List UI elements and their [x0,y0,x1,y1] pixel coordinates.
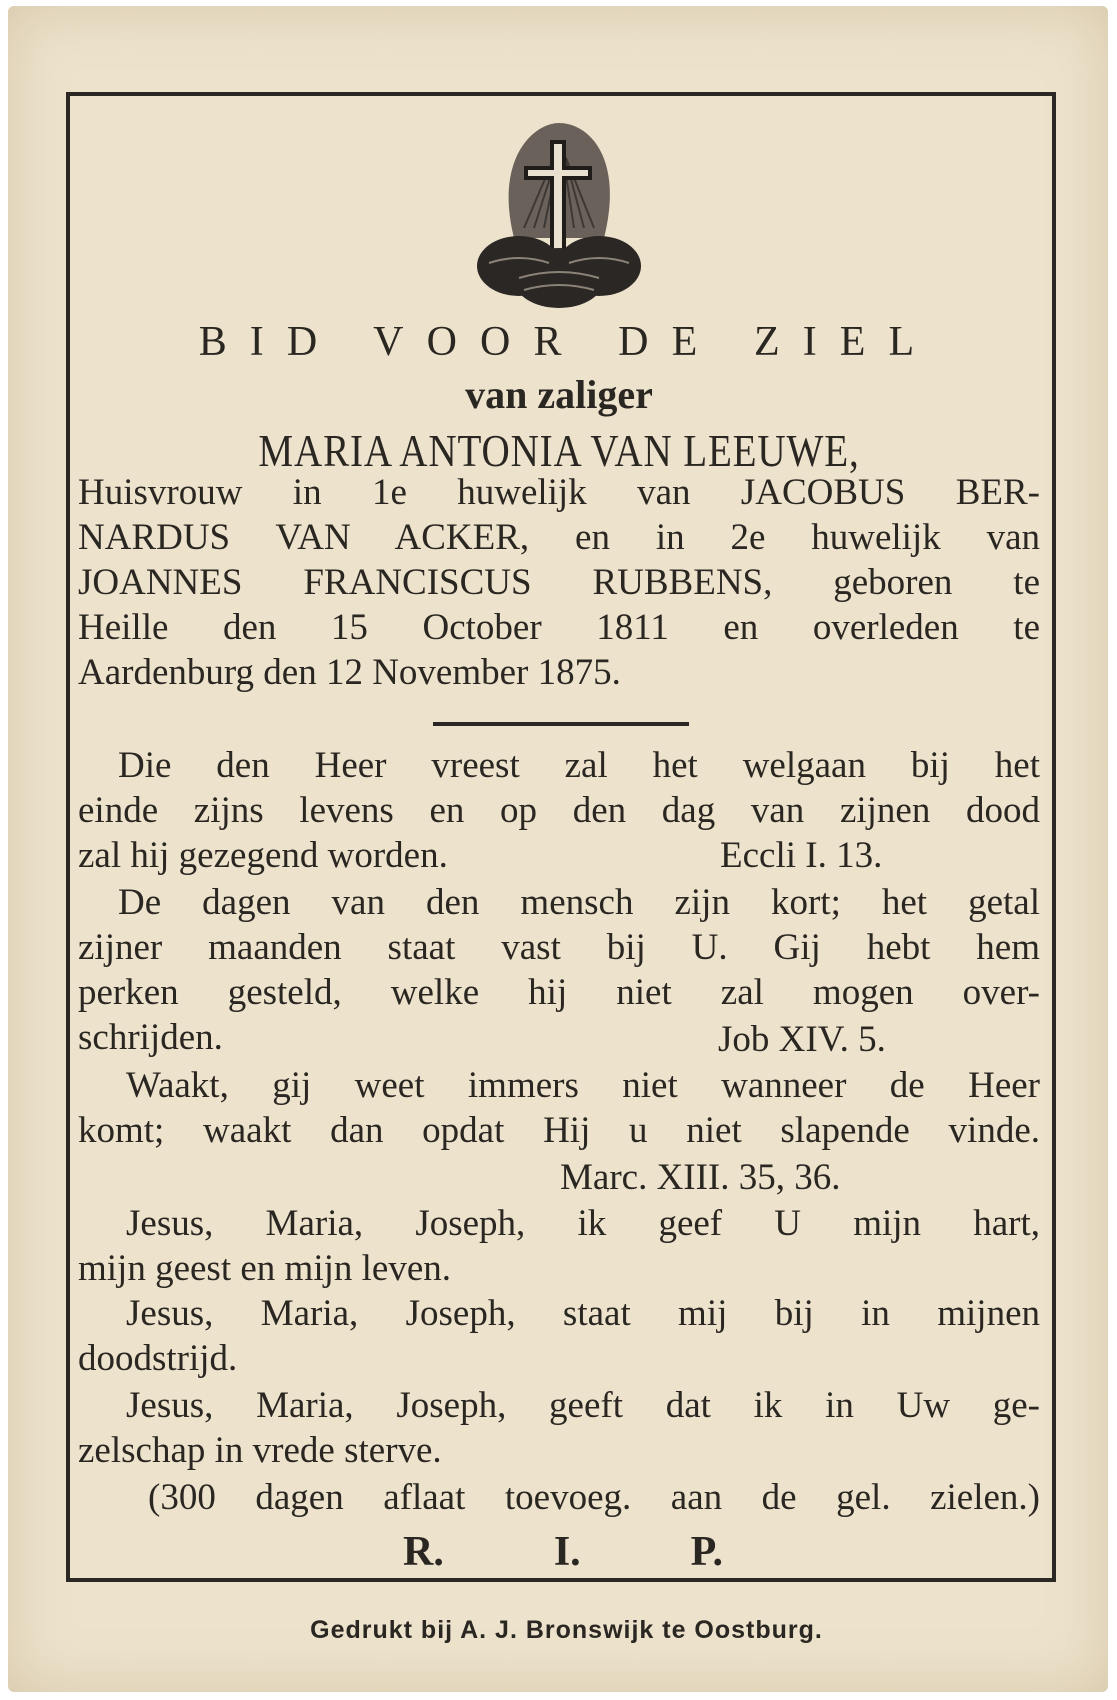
verse-line: Waakt, gij weet immers niet wanneer de Heer [126,1065,1040,1106]
bio-line: NARDUS VAN ACKER, en in 2e huwelijk van [78,517,1040,558]
prayer-line: mijn geest en mijn leven. [78,1248,451,1289]
verse-line: zijner maanden staat vast bij U. Gij hebt hem [78,927,1040,968]
rip-initials [403,1528,723,1576]
verse-line: Die den Heer vreest zal het welgaan bij het [118,745,1040,786]
prayer-line: Jesus, Maria, Joseph, staat mij bij in mijnen [126,1293,1040,1334]
bio-line: Heille den 15 October 1811 en overleden te [78,607,1040,648]
bio-line: Huisvrouw in 1e huwelijk van JACOBUS BER- [78,472,1040,513]
memorial-card [8,6,1108,1692]
verse-line: De dagen van den mensch zijn kort; het getal [118,882,1040,923]
prayer-line: Jesus, Maria, Joseph, geeft dat ik in Uw ge- [126,1385,1040,1426]
divider-rule [433,722,689,726]
verse-line: komt; waakt dan opdat Hij u niet slapende vinde. [78,1110,1040,1151]
verse-reference: Eccli I. 13. [720,835,883,876]
bio-line: Aardenburg den 12 November 1875. [78,652,621,693]
prayer-line: zelschap in vrede sterve. [78,1430,442,1471]
verse-line: perken gesteld, welke hij niet zal mogen over- [78,972,1040,1013]
verse-line: zal hij gezegend worden. [78,835,448,876]
prayer-line: Jesus, Maria, Joseph, ik geef U mijn hart, [126,1203,1040,1244]
indulgence-note: (300 dagen aflaat toevoeg. aan de gel. zielen.) [148,1477,1040,1518]
rip-letter: R. [403,1529,444,1575]
verse-line: schrijden. [78,1017,223,1058]
deceased-name: MARIA ANTONIA VAN LEEUWE, [258,425,860,476]
prayer-heading: BID VOOR DE ZIEL [198,319,938,365]
verse-line: einde zijns levens en op den dag van zijnen dood [78,790,1040,831]
bio-line: JOANNES FRANCISCUS RUBBENS, geboren te [78,562,1040,603]
printer-imprint: Gedrukt bij A. J. Bronswijk te Oostburg. [310,1616,823,1644]
subheading: van zaliger [465,372,653,417]
rip-letter: P. [690,1529,723,1575]
verse-reference: Marc. XIII. 35, 36. [560,1157,841,1198]
cross-emblem-icon [474,118,644,308]
rip-letter: I. [553,1529,581,1575]
verse-reference: Job XIV. 5. [718,1019,886,1060]
prayer-line: doodstrijd. [78,1338,238,1379]
